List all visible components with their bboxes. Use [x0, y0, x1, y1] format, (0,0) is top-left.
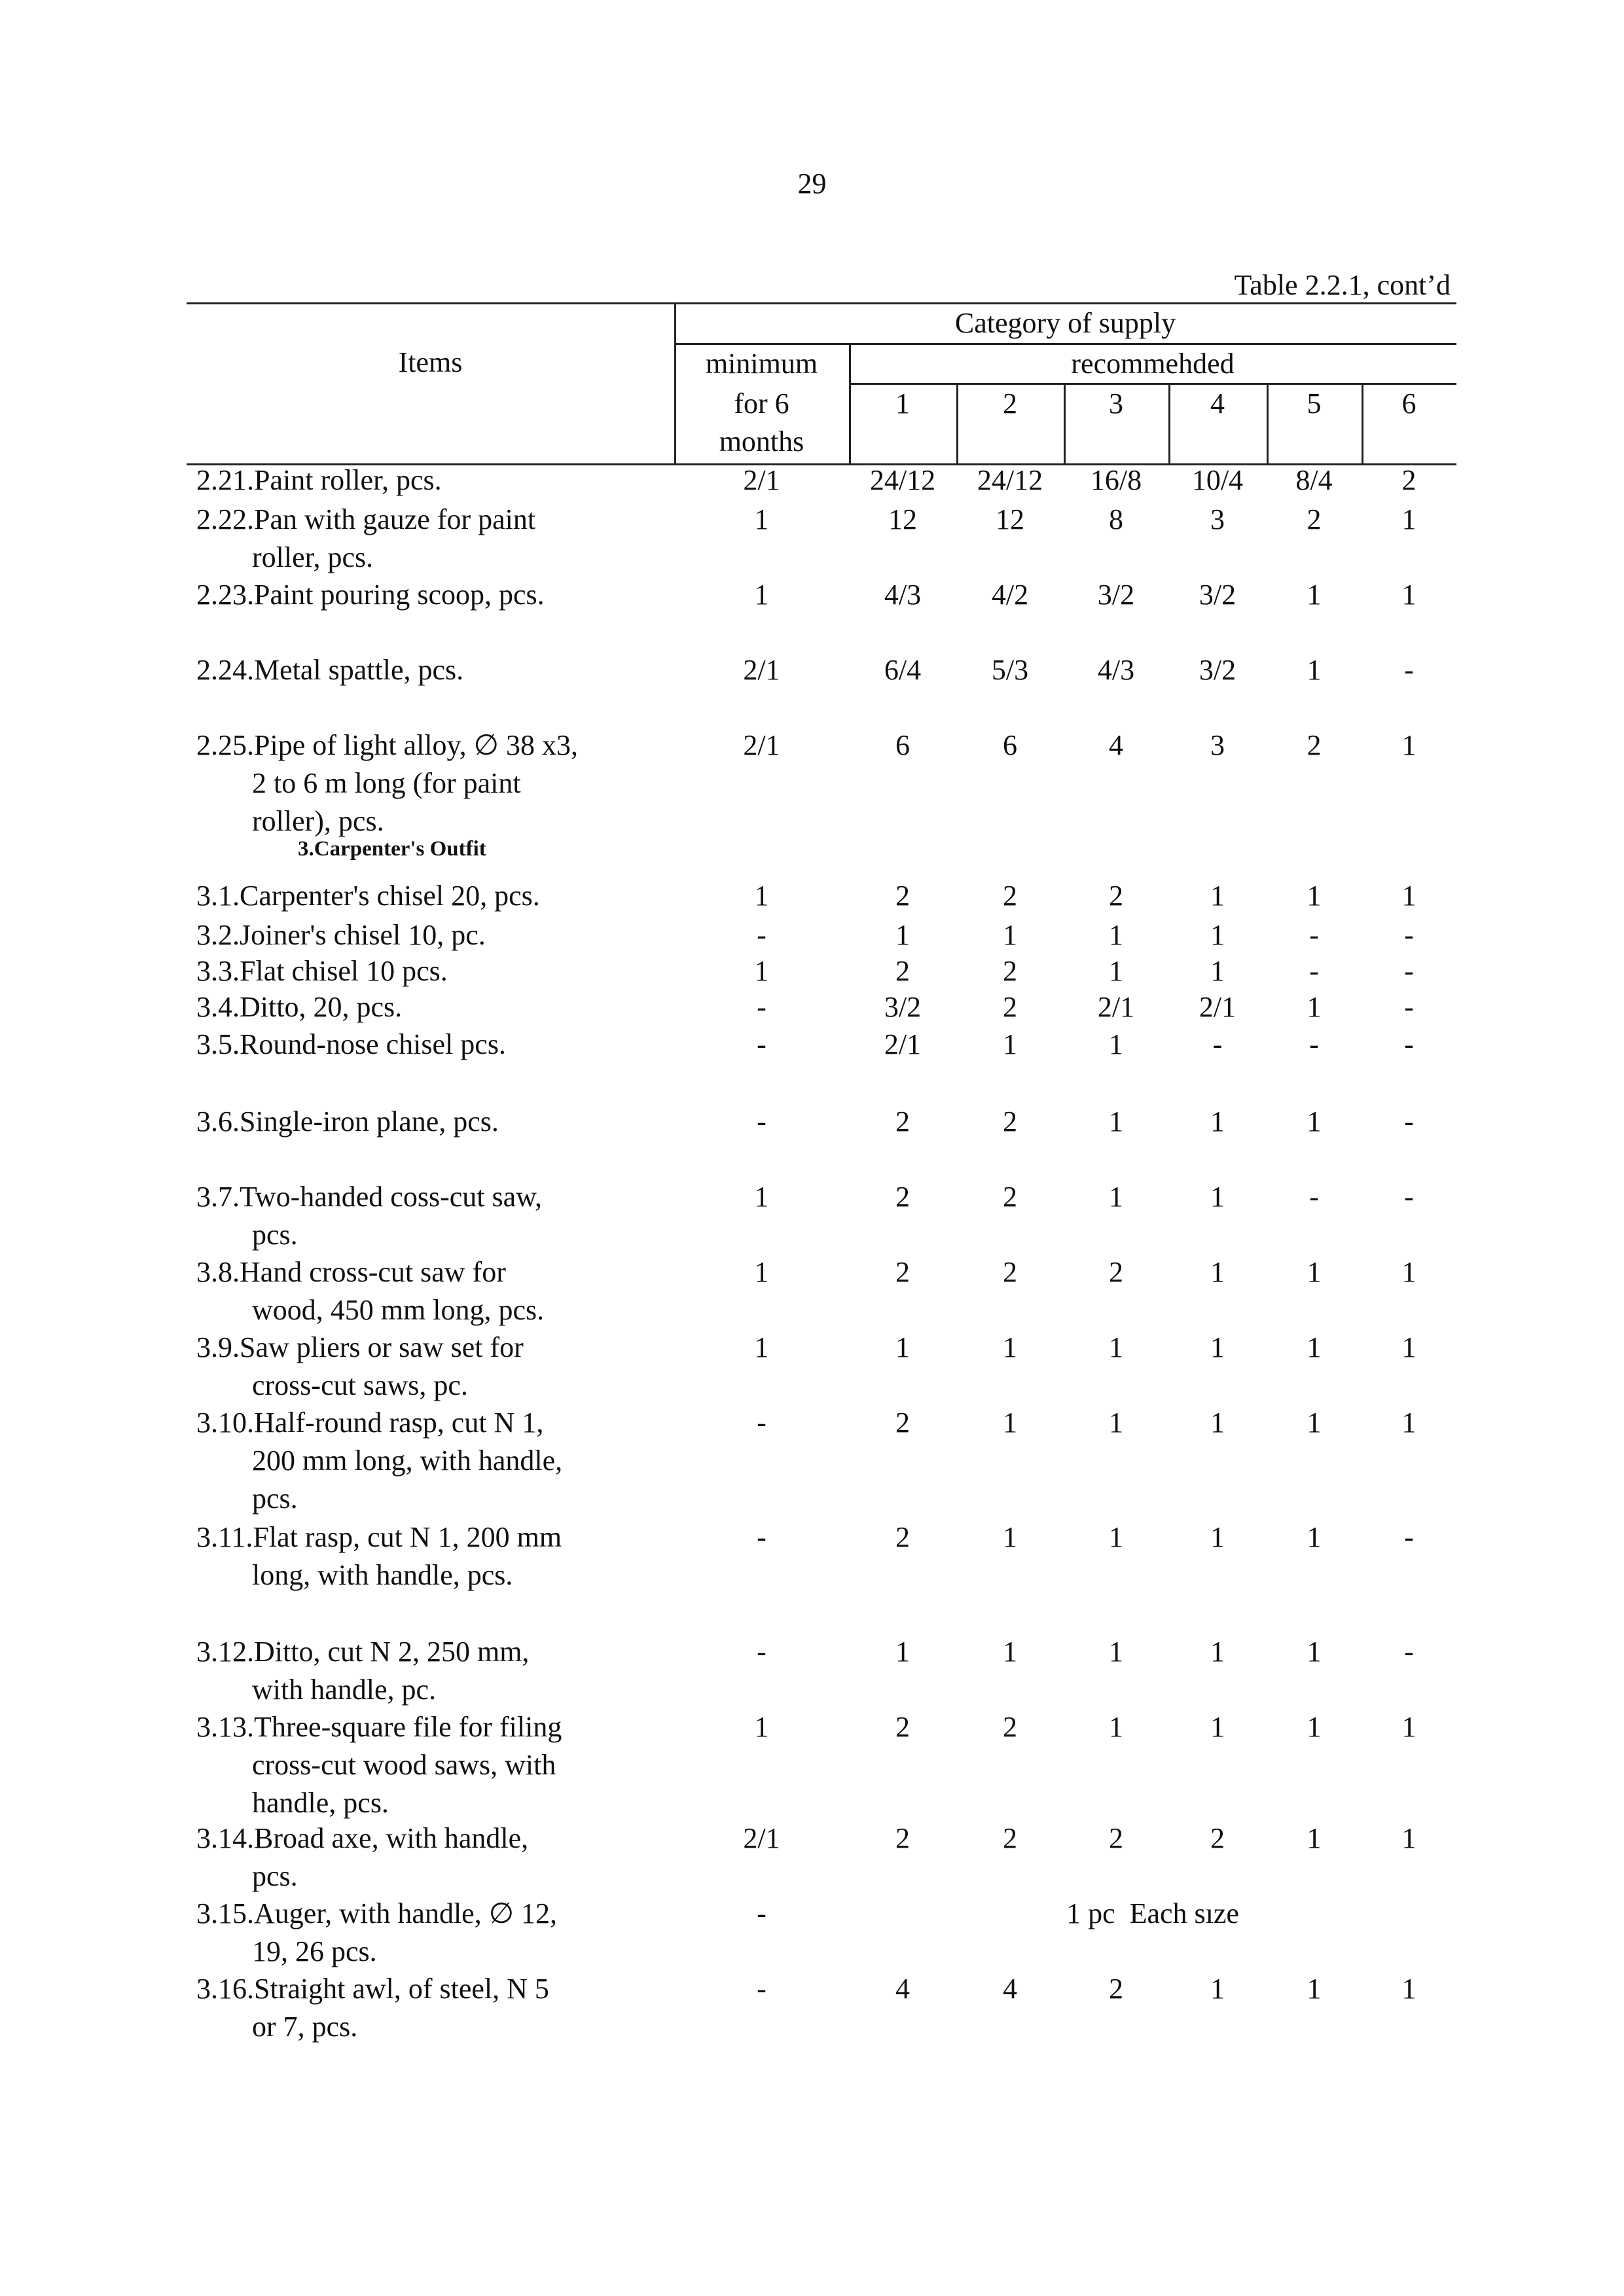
recommended-cell-4: 3/2 — [1199, 579, 1236, 611]
minimum-cell: - — [757, 919, 767, 951]
minimum-cell: 2/1 — [743, 464, 780, 496]
recommended-cell-2: 24/12 — [977, 464, 1043, 496]
item-description — [196, 461, 442, 499]
col-header-6: 6 — [1401, 387, 1416, 420]
recommended-cell-5: 1 — [1307, 1521, 1322, 1553]
recommended-cell-4: 1 — [1210, 1256, 1225, 1288]
item-line: roller, pcs. — [252, 541, 374, 573]
item-description — [196, 877, 540, 915]
recommended-cell-6: - — [1404, 955, 1414, 987]
item-line: 3.1.Carpenter's chisel 20, pcs. — [196, 880, 540, 912]
recommended-cell-4: 10/4 — [1191, 464, 1244, 496]
recommended-cell-3: 1 — [1109, 1331, 1123, 1363]
item-line: 3.3.Flat chisel 10 pcs. — [196, 955, 448, 987]
recommended-cell-3: 2 — [1109, 1256, 1123, 1288]
recommended-cell-3: 16/8 — [1090, 464, 1142, 496]
recommended-cell-5: 1 — [1307, 1973, 1322, 2005]
recommended-header: recommehded — [1071, 348, 1235, 380]
recommended-cell-2: 1 — [1003, 1521, 1017, 1553]
item-line: 3.6.Single-iron plane, pcs. — [196, 1105, 499, 1138]
recommended-cell-2: 6 — [1003, 729, 1017, 761]
recommended-cell-3: 1 — [1109, 955, 1123, 987]
recommended-cell-4: 1 — [1210, 1105, 1225, 1138]
recommended-cell-6: 1 — [1401, 1822, 1416, 1854]
recommended-cell-2: 4 — [1003, 1973, 1017, 2005]
recommended-cell-5: - — [1309, 1028, 1319, 1060]
recommended-cell-2: 2 — [1003, 1256, 1017, 1288]
recommended-cell-4: 1 — [1210, 880, 1225, 912]
recommended-cell-4: 3 — [1210, 503, 1225, 535]
recommended-cell-2: 1 — [1003, 1028, 1017, 1060]
recommended-cell-2: 12 — [996, 503, 1024, 535]
recommended-cell-6: - — [1404, 919, 1414, 951]
recommended-cell-5: 1 — [1307, 1711, 1322, 1743]
recommended-cell-1: 3/2 — [884, 991, 922, 1023]
recommended-cell-4: 1 — [1210, 1521, 1225, 1553]
item-line: roller), pcs. — [252, 805, 384, 837]
recommended-cell-3: 4/3 — [1097, 654, 1135, 686]
recommended-cell-3: 2 — [1109, 1973, 1123, 2005]
minimum-cell: - — [757, 1105, 767, 1138]
recommended-cell-1: 6 — [895, 729, 910, 761]
item-line: handle, pcs. — [252, 1787, 389, 1819]
item-line: or 7, pcs. — [252, 2011, 358, 2043]
col-header-4: 4 — [1210, 387, 1225, 420]
item-line: 3.8.Hand cross-cut saw for — [196, 1256, 506, 1288]
minimum-cell: 1 — [754, 1256, 769, 1288]
minimum-cell: 1 — [754, 579, 769, 611]
recommended-cell-1: 2/1 — [884, 1028, 922, 1060]
item-line: 3.15.Auger, with handle, ∅ 12, — [196, 1897, 558, 1929]
item-line: wood, 450 mm long, pcs. — [252, 1294, 545, 1326]
recommended-cell-3: 2/1 — [1097, 991, 1135, 1023]
minimum-header-line-2: for 6 — [734, 387, 789, 420]
minimum-cell: - — [757, 1028, 767, 1060]
recommended-cell-6: - — [1404, 991, 1414, 1023]
item-line: 2.23.Paint pouring scoop, pcs. — [196, 579, 545, 611]
minimum-cell: - — [757, 991, 767, 1023]
item-line: 3.13.Three-square file for filing — [196, 1711, 562, 1743]
recommended-cell-2: 1 — [1003, 1331, 1017, 1363]
item-line: cross-cut saws, pc. — [252, 1369, 468, 1401]
item-description — [196, 1518, 562, 1594]
item-line: 2 to 6 m long (for paint — [252, 767, 521, 799]
recommended-cell-6: 1 — [1401, 1331, 1416, 1363]
recommended-cell-3: 1 — [1109, 1711, 1123, 1743]
recommended-cell-4: 1 — [1210, 1407, 1225, 1439]
item-line: 3.2.Joiner's chisel 10, pc. — [196, 919, 486, 951]
recommended-cell-3: 1 — [1109, 1105, 1123, 1138]
col-header-2: 2 — [1003, 387, 1017, 420]
recommended-cell-1: 2 — [895, 1181, 910, 1213]
recommended-cell-6: 1 — [1401, 729, 1416, 761]
item-line: cross-cut wood saws, with — [252, 1749, 556, 1781]
item-line: 3.5.Round-nose chisel pcs. — [196, 1028, 506, 1060]
item-description — [196, 1970, 549, 2046]
recommended-cell-2: 2 — [1003, 1105, 1017, 1138]
page-number: 29 — [797, 168, 827, 200]
item-line: 2.22.Pan with gauze for paint — [196, 503, 536, 535]
recommended-cell-2: 4/2 — [991, 579, 1029, 611]
minimum-cell: 2/1 — [743, 1822, 780, 1854]
item-description — [196, 1178, 542, 1254]
item-description — [196, 1820, 528, 1895]
item-line: 3.10.Half-round rasp, cut N 1, — [196, 1407, 544, 1439]
item-line: long, with handle, pcs. — [252, 1559, 513, 1591]
col-header-5: 5 — [1307, 387, 1322, 420]
recommended-cell-5: 1 — [1307, 654, 1322, 686]
minimum-cell: - — [757, 1973, 767, 2005]
recommended-cell-6: 1 — [1401, 1407, 1416, 1439]
item-line: pcs. — [252, 1860, 298, 1892]
col-header-3: 3 — [1109, 387, 1123, 420]
recommended-cell-4: 1 — [1210, 1973, 1225, 2005]
recommended-cell-6: 1 — [1401, 1711, 1416, 1743]
recommended-cell-6: 1 — [1401, 579, 1416, 611]
minimum-cell: - — [757, 1636, 767, 1668]
recommended-cell-2: 2 — [1003, 1181, 1017, 1213]
recommended-cell-4: 1 — [1210, 1711, 1225, 1743]
items-header: Items — [398, 346, 463, 378]
recommended-cell-5: 1 — [1307, 880, 1322, 912]
recommended-cell-5: 1 — [1307, 579, 1322, 611]
minimum-header-line-1: minimum — [705, 348, 818, 380]
item-description — [196, 952, 448, 990]
recommended-cell-4: 2/1 — [1199, 991, 1236, 1023]
minimum-cell: 1 — [754, 1181, 769, 1213]
recommended-cell-5: 1 — [1307, 991, 1322, 1023]
item-line: 2.21.Paint roller, pcs. — [196, 464, 442, 496]
recommended-cell-3: 1 — [1109, 1407, 1123, 1439]
recommended-cell-6: - — [1404, 1521, 1414, 1553]
recommended-cell-1: 2 — [895, 1407, 910, 1439]
recommended-cell-1: 1 — [895, 1331, 910, 1363]
item-line: 3.7.Two-handed coss-cut saw, — [196, 1181, 543, 1213]
recommended-cell-4: 2 — [1210, 1822, 1225, 1854]
recommended-cell-6: - — [1404, 1028, 1414, 1060]
recommended-cell-5: 1 — [1307, 1256, 1322, 1288]
item-line: 2.24.Metal spattle, pcs. — [196, 654, 464, 686]
recommended-cell-1: 2 — [895, 955, 910, 987]
item-line: 3.16.Straight awl, of steel, N 5 — [196, 1973, 549, 2005]
item-description — [196, 1404, 562, 1518]
recommended-cell-1: 2 — [895, 1822, 910, 1854]
recommended-cell-5: - — [1309, 1181, 1319, 1213]
recommended-cell-6: - — [1404, 1105, 1414, 1138]
item-line: 3.4.Ditto, 20, pcs. — [196, 991, 403, 1023]
item-line: 3.14.Broad axe, with handle, — [196, 1822, 529, 1854]
recommended-cell-6: - — [1404, 654, 1414, 686]
recommended-cell-5: 8/4 — [1295, 464, 1333, 496]
recommended-cell-4: 1 — [1210, 1636, 1225, 1668]
recommended-cell-2: 2 — [1003, 1822, 1017, 1854]
recommended-cell-2: 2 — [1003, 991, 1017, 1023]
minimum-cell: 1 — [754, 1331, 769, 1363]
minimum-cell: 2/1 — [743, 654, 780, 686]
item-description — [196, 651, 463, 689]
minimum-cell: 2/1 — [743, 729, 780, 761]
minimum-cell: 1 — [754, 880, 769, 912]
recommended-cell-1: 2 — [895, 1711, 910, 1743]
recommended-cell-1: 2 — [895, 880, 910, 912]
recommended-cell-3: 4 — [1109, 729, 1123, 761]
recommended-cell-1: 1 — [895, 1636, 910, 1668]
recommended-cell-5: - — [1309, 919, 1319, 951]
item-description — [196, 1253, 544, 1329]
recommended-cell-2: 2 — [1003, 1711, 1017, 1743]
recommended-cell-6: 1 — [1401, 1973, 1416, 2005]
recommended-cell-5: 1 — [1307, 1407, 1322, 1439]
item-line: with handle, pc. — [252, 1674, 437, 1706]
recommended-cell-3: 1 — [1109, 1181, 1123, 1213]
recommended-cell-1: 2 — [895, 1256, 910, 1288]
recommended-cell-1: 24/12 — [869, 464, 936, 496]
recommended-cell-3: 3/2 — [1097, 579, 1135, 611]
col-header-1: 1 — [895, 387, 910, 420]
recommended-cell-6: 1 — [1401, 880, 1416, 912]
item-line: 3.12.Ditto, cut N 2, 250 mm, — [196, 1636, 530, 1668]
recommended-cell-3: 1 — [1109, 1636, 1123, 1668]
minimum-cell: 1 — [754, 1711, 769, 1743]
recommended-cell-6: - — [1404, 1636, 1414, 1668]
recommended-cell-3: 1 — [1109, 919, 1123, 951]
recommended-cell-6: 2 — [1401, 464, 1416, 496]
recommended-cell-2: 5/3 — [991, 654, 1029, 686]
recommended-cell-3: 2 — [1109, 1822, 1123, 1854]
recommended-cell-4: 1 — [1210, 1181, 1225, 1213]
item-line: pcs. — [252, 1482, 298, 1515]
minimum-cell: - — [757, 1407, 767, 1439]
recommended-cell-6: 1 — [1401, 1256, 1416, 1288]
recommended-cell-1: 2 — [895, 1521, 910, 1553]
recommended-cell-2: 2 — [1003, 955, 1017, 987]
recommended-cell-4: 1 — [1210, 955, 1225, 987]
minimum-cell: - — [757, 1897, 767, 1929]
item-description — [196, 726, 578, 840]
recommended-cell-1: 4/3 — [884, 579, 922, 611]
recommended-cell-5: 1 — [1307, 1822, 1322, 1854]
minimum-header-line-3: months — [719, 425, 804, 457]
recommended-cell-1: 1 — [895, 919, 910, 951]
recommended-cell-2: 2 — [1003, 880, 1017, 912]
table-caption: Table 2.2.1, cont’d — [1234, 269, 1451, 301]
minimum-cell: - — [757, 1521, 767, 1553]
item-line: 200 mm long, with handle, — [252, 1444, 563, 1477]
item-description — [196, 1103, 499, 1141]
recommended-cell-3: 1 — [1109, 1521, 1123, 1553]
category-header: Category of supply — [954, 307, 1176, 339]
item-line: pcs. — [252, 1219, 298, 1251]
recommended-cell-3: 2 — [1109, 880, 1123, 912]
recommended-cell-3: 1 — [1109, 1028, 1123, 1060]
item-line: 2.25.Pipe of light alloy, ∅ 38 x3, — [196, 729, 578, 761]
minimum-cell: 1 — [754, 503, 769, 535]
recommended-cell-2: 1 — [1003, 1407, 1017, 1439]
minimum-cell: 1 — [754, 955, 769, 987]
item-description — [196, 501, 535, 577]
recommended-cell-5: 1 — [1307, 1636, 1322, 1668]
item-description — [196, 1633, 529, 1709]
recommended-cell-1: 4 — [895, 1973, 910, 2005]
recommended-cell-1: 12 — [888, 503, 917, 535]
item-description — [196, 1708, 562, 1822]
item-line: 19, 26 pcs. — [252, 1935, 377, 1967]
recommended-cell-2: 1 — [1003, 919, 1017, 951]
item-line: 3.9.Saw pliers or saw set for — [196, 1331, 524, 1363]
section-title: 3.Carpenter's Outfit — [298, 837, 486, 861]
recommended-cell-4: 1 — [1210, 1331, 1225, 1363]
recommended-cell-4: 1 — [1210, 919, 1225, 951]
recommended-cell-4: 3/2 — [1199, 654, 1236, 686]
item-description — [196, 1895, 557, 1971]
recommended-cell-5: - — [1309, 955, 1319, 987]
item-line: 3.11.Flat rasp, cut N 1, 200 mm — [196, 1521, 562, 1553]
recommended-cell-3: 8 — [1109, 503, 1123, 535]
item-description — [196, 916, 486, 954]
item-description — [196, 576, 545, 614]
recommended-cell-1: 6/4 — [884, 654, 922, 686]
item-description — [196, 988, 402, 1026]
recommended-cell-4: 3 — [1210, 729, 1225, 761]
recommended-cell-5: 1 — [1307, 1331, 1322, 1363]
recommended-cell-5: 2 — [1307, 729, 1322, 761]
recommended-cell-5: 1 — [1307, 1105, 1322, 1138]
recommended-cell-6: 1 — [1401, 503, 1416, 535]
recommended-cell-5: 2 — [1307, 503, 1322, 535]
recommended-cell-4: - — [1212, 1028, 1223, 1060]
item-description — [196, 1329, 524, 1405]
recommended-cell-6: - — [1404, 1181, 1414, 1213]
recommended-cell-2: 1 — [1003, 1636, 1017, 1668]
recommended-cell-1: 2 — [895, 1105, 910, 1138]
item-description — [196, 1026, 506, 1064]
recommended-span-cell: 1 pc Each sıze — [1066, 1897, 1239, 1929]
